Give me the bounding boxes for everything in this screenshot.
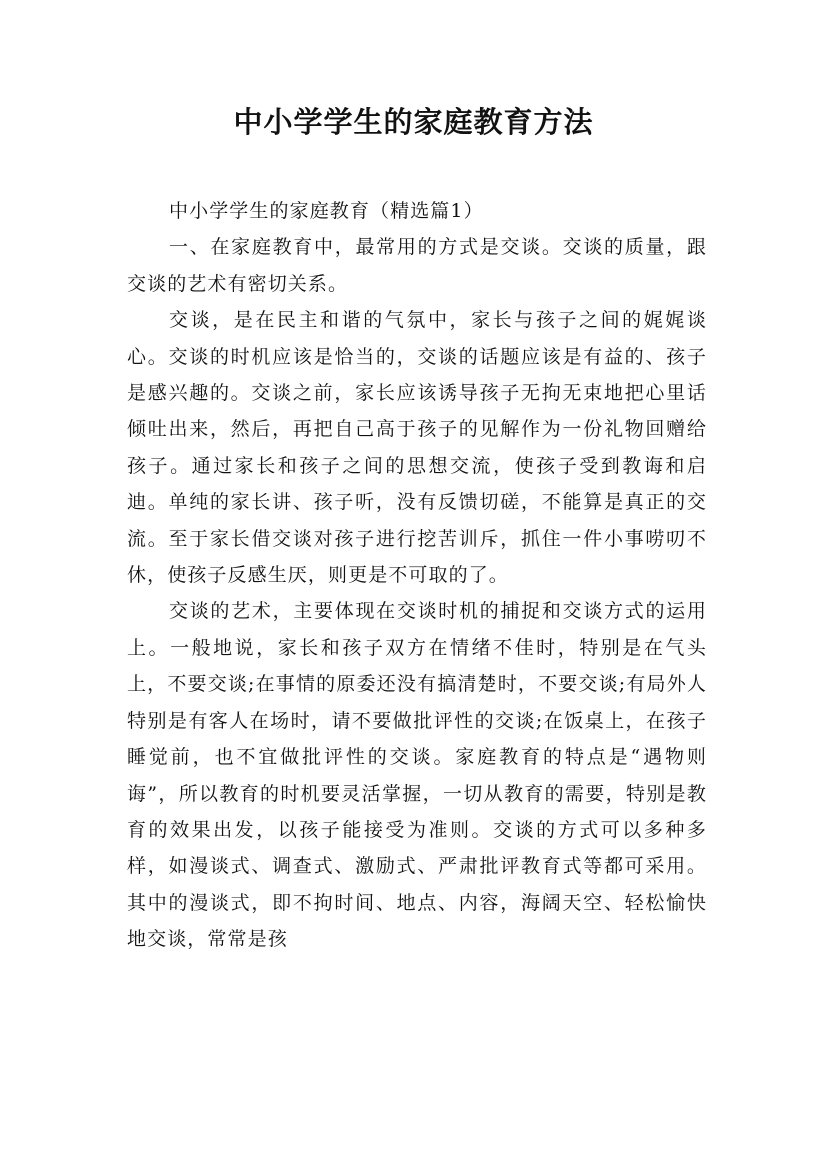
document-title: 中小学学生的家庭教育方法 <box>233 105 594 139</box>
paragraph-subtitle: 中小学学生的家庭教育（精选篇1） <box>169 200 484 222</box>
paragraph: 交谈，是在民主和谐的气氛中，家长与孩子之间的娓娓谈心。交谈的时机应该是恰当的，交谈的话题应该是有益的、孩子是感兴趣的。交谈之前，家长应该诱导孩子无拘无束地把心里话倾吐出来，然后，再把自己高于孩子的见解作为一份礼物回赠给孩子。通过家长和孩子之间的思想交流，使孩子受到教诲和启迪。单纯的家长讲、孩子听，没有反馈切磋，不能算是真正的交流。至于家长借交谈对孩子进行挖苦训斥，抓住一件小事唠叨不休，使孩子反感生厌，则更是不可取的了。 <box>127 309 707 587</box>
document-body <box>127 193 707 958</box>
paragraph: 交谈的艺术，主要体现在交谈时机的捕捉和交谈方式的运用上。一般地说，家长和孩子双方在情绪不佳时，特别是在气头上，不要交谈;在事情的原委还没有搞清楚时，不要交谈;有局外人特别是有客人在场时，请不要做批评性的交谈;在饭桌上，在孩子睡觉前，也不宜做批评性的交谈。家庭教育的特点是“遇物则诲”，所以教育的时机要灵活掌握，一切从教育的需要，特别是教育的效果出发，以孩子能接受为准则。交谈的方式可以多种多样，如漫谈式、调查式、激励式、严肃批评教育式等都可采用。其中的漫谈式，即不拘时间、地点、内容，海阔天空、轻松愉快地交谈，常常是孩 <box>127 600 707 951</box>
paragraph: 一、在家庭教育中，最常用的方式是交谈。交谈的质量，跟交谈的艺术有密切关系。 <box>127 236 707 295</box>
